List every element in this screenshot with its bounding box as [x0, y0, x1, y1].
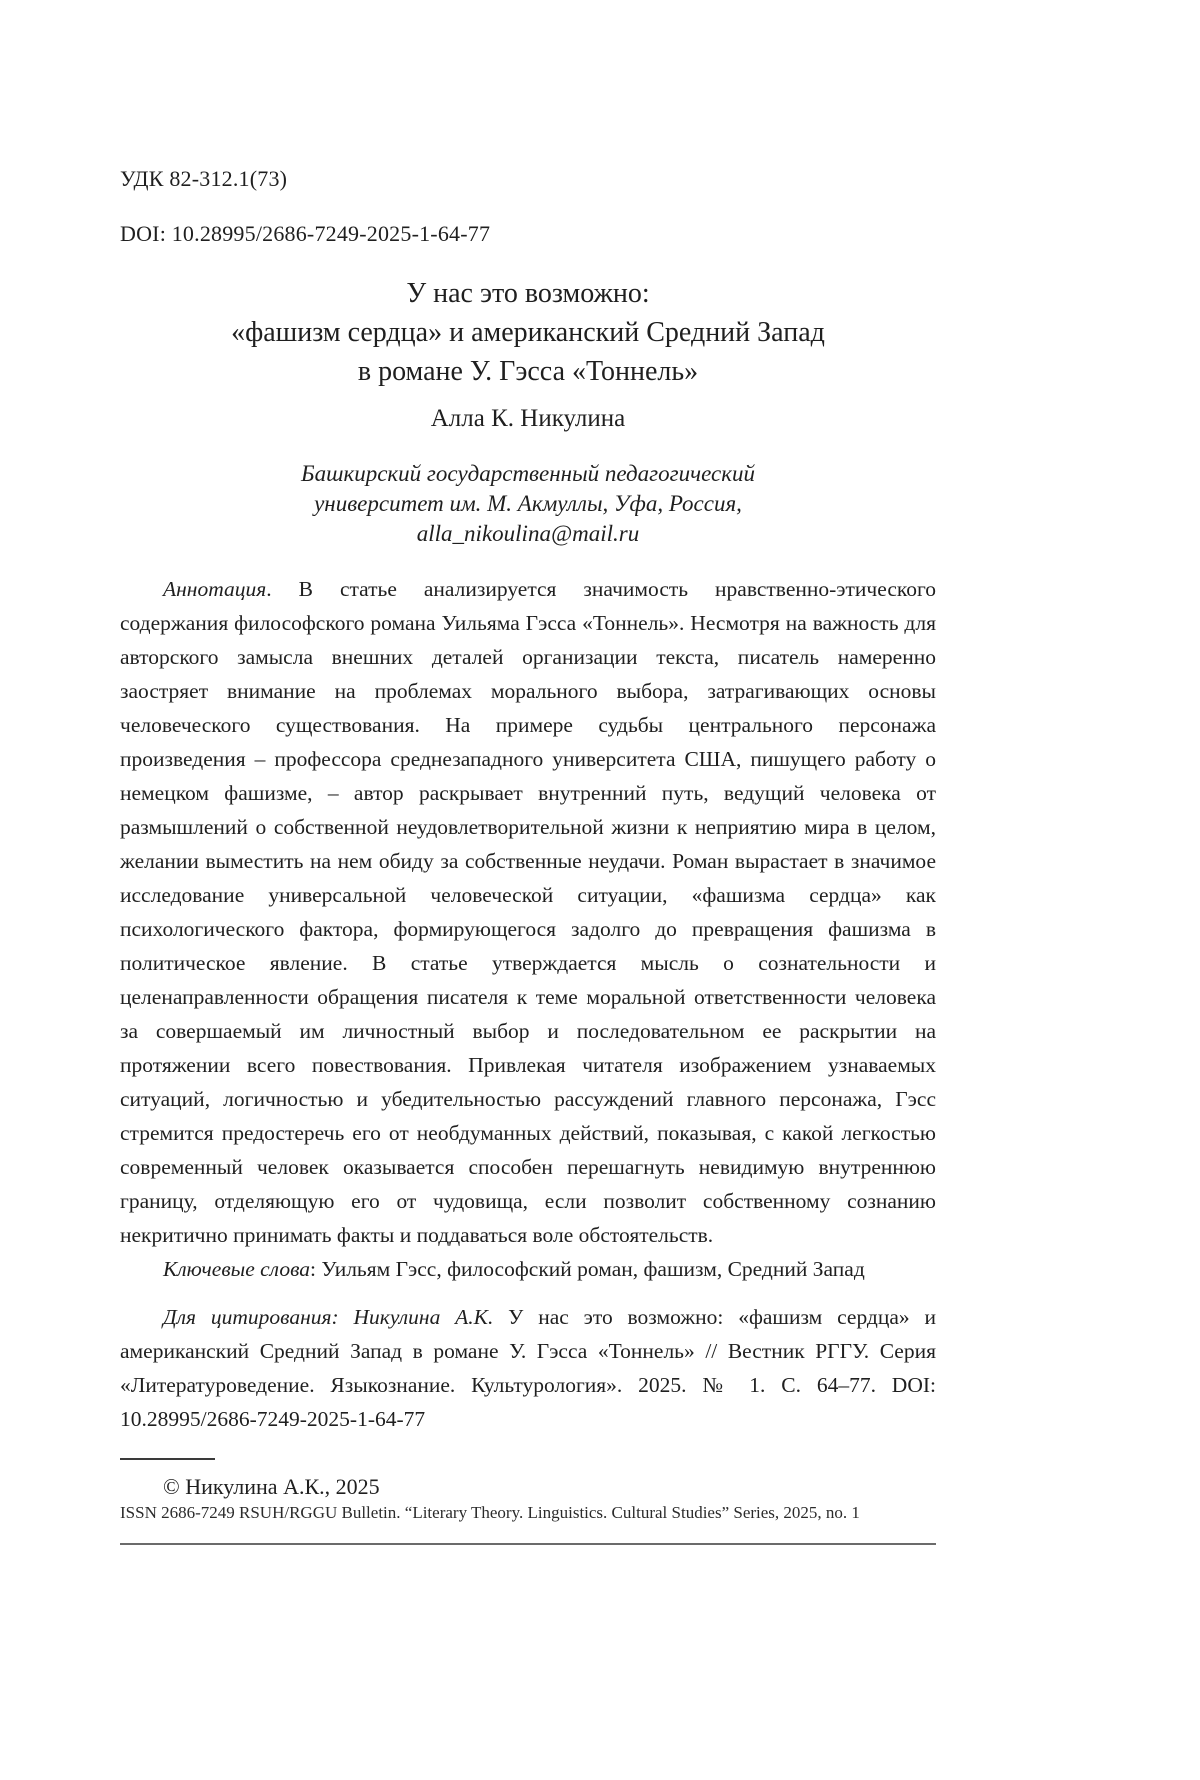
- footnote-rule: [120, 1458, 215, 1460]
- title-line-1: У нас это возможно:: [406, 278, 650, 309]
- keywords-text: : Уильям Гэсс, философский роман, фашизм, Средний Запад: [310, 1257, 865, 1281]
- keywords-paragraph: [120, 1252, 936, 1286]
- affiliation-line-2: университет им. М. Акмуллы, Уфа, Россия,: [314, 491, 742, 516]
- abstract-label: Аннотация: [163, 577, 267, 601]
- citation-paragraph: [120, 1300, 936, 1436]
- citation-label: Для цитирования: [163, 1305, 332, 1329]
- doi-line: DOI: 10.28995/2686-7249-2025-1-64-77: [120, 221, 491, 246]
- footer-rule: [120, 1543, 936, 1545]
- article-content: [120, 140, 936, 1524]
- author-email: alla_nikoulina@mail.ru: [416, 521, 640, 546]
- udc-line: УДК 82-312.1(73): [120, 166, 288, 191]
- author-affiliation: [120, 459, 936, 549]
- article-title: [120, 274, 936, 391]
- abstract-paragraph: [120, 572, 936, 1252]
- citation-text: У нас это возможно: «фашизм сердца» и американский Средний Запад в романе У. Гэсса «Тоннель» // Вестник РГГУ. Серия «Литературоведение. Языкознание. Культурология». 2025. № 1. С. 64–77. DOI: 10.28995/2686-7249-2025-1-64-77: [120, 1305, 937, 1431]
- author-name: Алла К. Никулина: [430, 405, 626, 432]
- copyright-line: © Никулина А.К., 2025: [163, 1474, 380, 1499]
- title-line-3: в романе У. Гэсса «Тоннель»: [357, 356, 699, 387]
- footer-issn-line: ISSN 2686-7249 RSUH/RGGU Bulletin. “Literary Theory. Linguistics. Cultural Studies” Series, 2025, no. 1: [120, 1503, 860, 1522]
- keywords-label: Ключевые слова: [163, 1257, 311, 1281]
- title-line-2: «фашизм сердца» и американский Средний Запад: [231, 317, 825, 348]
- abstract-text: . В статье анализируется значимость нравственно-этического содержания философского романа Уильяма Гэсса «Тоннель». Несмотря на важность для авторского замысла внешних деталей организации текста, писатель намеренно заостряет внимание на проблемах морального выбора, затрагивающих основы человеческого существования. На примере судьбы центрального персонажа произведения – профессора среднезападного университета США, пишущего работу о немецком фашизме, – автор раскрывает внутренний путь, ведущий человека от размышлений о собственной неудовлетворительной жизни к неприятию мира в целом, желании выместить на нем обиду за собственные неудачи. Роман вырастает в значимое исследование универсальной человеческой ситуации, «фашизма сердца» как психологического фактора, формирующегося задолго до превращения фашизма в политическое явление. В статье утверждается мысль о сознательности и целенаправленности обращения писателя к теме моральной ответственности человека за совершаемый им личностный выбор и последовательном ее раскрытии на протяжении всего повествования. Привлекая читателя изображением узнаваемых ситуаций, логичностью и убедительностью рассуждений главного персонажа, Гэсс стремится предостеречь его от необдуманных действий, показывая, с какой легкостью современный человек оказывается способен перешагнуть невидимую внутреннюю границу, отделяющую его от чудовища, если позволит собственному сознанию некритично принимать факты и поддаваться воле обстоятельств.: [120, 577, 936, 1247]
- citation-author: : Никулина А.К.: [331, 1305, 494, 1329]
- affiliation-line-1: Башкирский государственный педагогический: [301, 461, 755, 486]
